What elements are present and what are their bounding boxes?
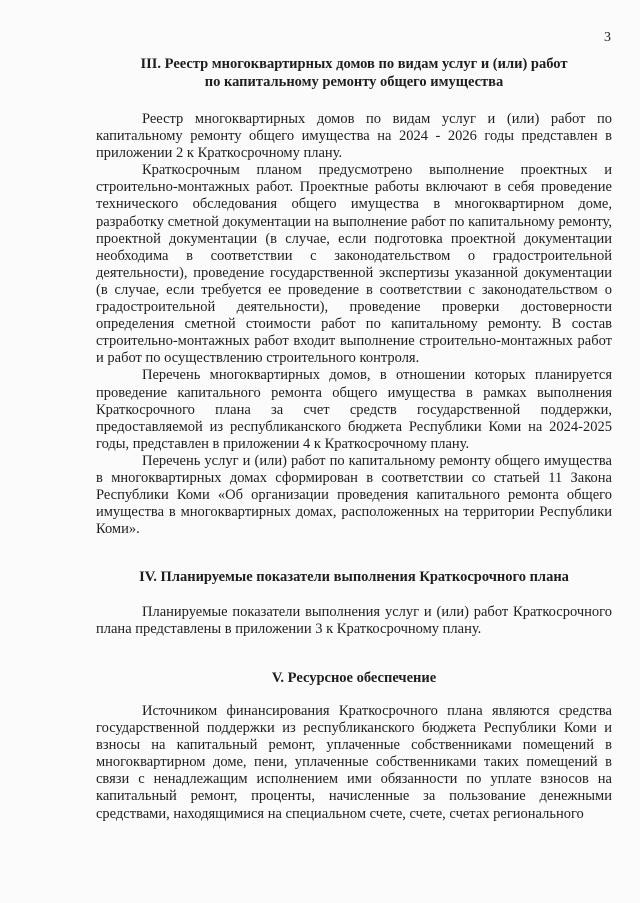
section-4-paragraph-1: Планируемые показатели выполнения услуг и (или) работ Краткосрочного плана представлены в приложении 3 к Краткосрочному плану. [96, 604, 612, 638]
section-3-heading-line-1: III. Реестр многоквартирных домов по видам услуг и (или) работ [140, 56, 568, 72]
section-3-paragraph-1: Реестр многоквартирных домов по видам услуг и (или) работ по капитальному ремонту общего имущества на 2024 - 2026 годы представлен в приложении 2 к Краткосрочному плану. [96, 111, 612, 162]
section-3-heading-line-2: по капитальному ремонту общего имущества [204, 74, 504, 90]
section-3-paragraph-2: Краткосрочным планом предусмотрено выполнение проектных и строительно-монтажных работ. Проектные работы включают в себя проведение технического обследования общего имущества в многоквартирном доме, разработку сметной документации на выполнение работ по капитальному ремонту, проектной документации (в случае, если подготовка проектной документации необходима в соответствии с законодательством о градостроительной деятельности), проведение государственной экспертизы указанной документации (в случае, если требуется ее проведение в соответствии с законодательством о градостроительной деятельности), проведение проверки достоверности определения сметной стоимости работ по капитальному ремонту. В состав строительно-монтажных работ входит выполнение строительно-монтажных работ и работ по осуществлению строительного контроля. [96, 162, 612, 367]
section-3-heading [96, 55, 612, 91]
section-3-paragraph-4: Перечень услуг и (или) работ по капитальному ремонту общего имущества в многоквартирных домах сформирован в соответствии со статьей 11 Закона Республики Коми «Об организации проведения капитального ремонта общего имущества в многоквартирных домах, расположенных на территории Республики Коми». [96, 452, 612, 538]
section-3-body [96, 111, 612, 538]
section-5-heading: V. Ресурсное обеспечение [271, 670, 437, 686]
section-3-paragraph-3: Перечень многоквартирных домов, в отношении которых планируется проведение капитального ремонта общего имущества в рамках выполнения Краткосрочного плана за счет средств государственной поддержки, предоставляемой из республиканского бюджета Республики Коми на 2024-2025 годы, представлен в приложении 4 к Краткосрочному плану. [96, 367, 612, 452]
section-5-body [96, 703, 612, 823]
section-4-heading: IV. Планируемые показатели выполнения Краткосрочного плана [139, 569, 569, 585]
page-number: 3 [604, 30, 611, 45]
section-4-body [96, 604, 612, 638]
section-5-paragraph-1: Источником финансирования Краткосрочного плана являются средства государственной поддержки из республиканского бюджета Республики Коми и взносы на капитальный ремонт, уплаченные собственниками помещений в многоквартирном доме, пени, уплаченные собственниками таких помещений в связи с ненадлежащим исполнением ими обязанности по уплате взносов на капитальный ремонт, проценты, начисленные за пользование денежными средствами, находящимися на специальном счете, счете, счетах регионального [96, 703, 612, 822]
